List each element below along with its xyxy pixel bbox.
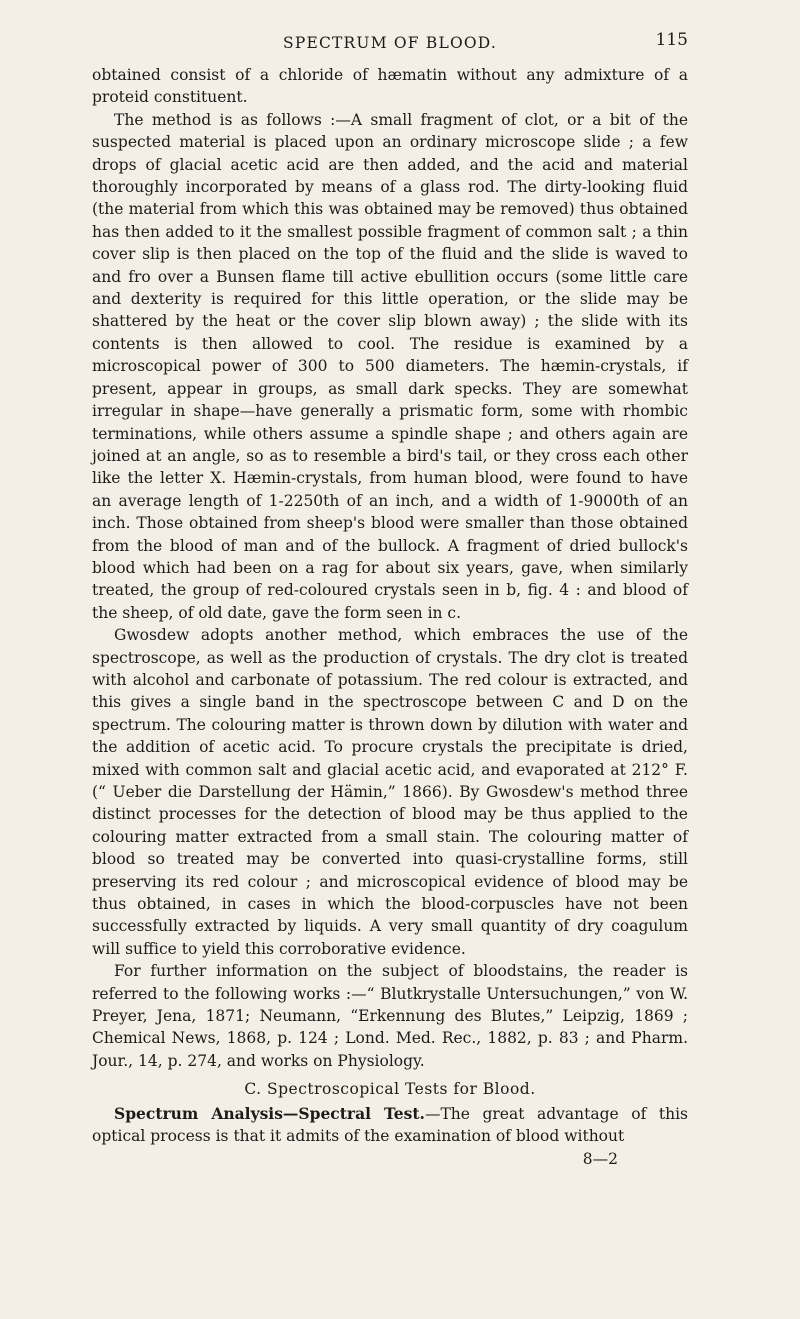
sub-heading: Spectrum Analysis—Spectral Test.: [114, 1103, 425, 1123]
paragraph-spectrum-analysis: [92, 1103, 688, 1148]
signature-mark: 8—2: [582, 1149, 618, 1168]
paragraph-gwosdew: Gwosdew adopts another method, which embraces the use of the spectroscope, as well as the production of crystals. The dry clot is treated with alcohol and carbonate of potassium. The red colour is extracted, and this gives a single band in the spectroscope between C and D on the spectrum. The colouring matter is thrown down by dilution with water and the addition of acetic acid. To procure crystals the precipitate is dried, mixed with common salt and glacial acetic acid, and evaporated at 212° F. (“ Ueber die Darstellung der Hämin,” 1866). By Gwosdew's method three distinct processes for the detection of blood may be thus applied to the colouring matter extracted from a small stain. The colouring matter of blood so treated may be converted into quasi-crystalline forms, still preserving its red colour ; and microscopical evidence of blood may be thus obtained, in cases in which the blood-corpuscles have not been successfully extracted by liquids. A very small quantity of dry coagulum will suffice to yield this corroborative evidence.: [92, 626, 688, 958]
paragraph-continuation: obtained consist of a chloride of hæmatin without any admixture of a proteid constituent.: [92, 66, 688, 107]
body-text: [92, 64, 688, 1170]
sub-heading-text: —The great advantage of this optical process is that it admits of the examination of blood without: [92, 1104, 689, 1146]
page-header: [92, 30, 688, 64]
section-heading: C. Spectroscopical Tests for Blood.: [244, 1080, 536, 1099]
page-number: 115: [655, 30, 688, 50]
paragraph-references: For further information on the subject of bloodstains, the reader is referred to the following works :—“ Blutkrystalle Untersuchungen,” von W. Preyer, Jena, 1871; Neumann, “Erkennung des Blutes,” Leipzig, 1869 ; Chemical News, 1868, p. 124 ; Lond. Med. Rec., 1882, p. 83 ; and Pharm. Jour., 14, p. 274, and works on Physiology.: [92, 962, 688, 1070]
running-head: SPECTRUM OF BLOOD.: [283, 34, 497, 52]
paragraph-method: The method is as follows :—A small fragment of clot, or a bit of the suspected material is placed upon an ordinary microscope slide ; a few drops of glacial acetic acid are then added, and the acid and material thoroughly incorporated by means of a glass rod. The dirty-looking fluid (the material from which this was obtained may be removed) thus obtained has then added to it the smallest possible fragment of common salt ; a thin cover slip is then placed on the top of the fluid and the slide is waved to and fro over a Bunsen flame till active ebullition occurs (some little care and dexterity is required for this little operation, or the slide may be shattered by the heat or the cover slip blown away) ; the slide with its contents is then allowed to cool. The residue is examined by a microscopical power of 300 to 500 diameters. The hæmin-crystals, if present, appear in groups, as small dark specks. They are somewhat irregular in shape—have generally a prismatic form, some with rhombic terminations, while others assume a spindle shape ; and others again are joined at an angle, so as to resemble a bird's tail, or they cross each other like the letter X. Hæmin-crystals, from human blood, were found to have an average length of 1-2250th of an inch, and a width of 1-9000th of an inch. Those obtained from sheep's blood were smaller than those obtained from the blood of man and of the bullock. A fragment of dried bullock's blood which had been on a rag for about six years, gave, when similarly treated, the group of red-coloured crystals seen in b, fig. 4 : and blood of the sheep, of old date, gave the form seen in c.: [92, 110, 688, 622]
